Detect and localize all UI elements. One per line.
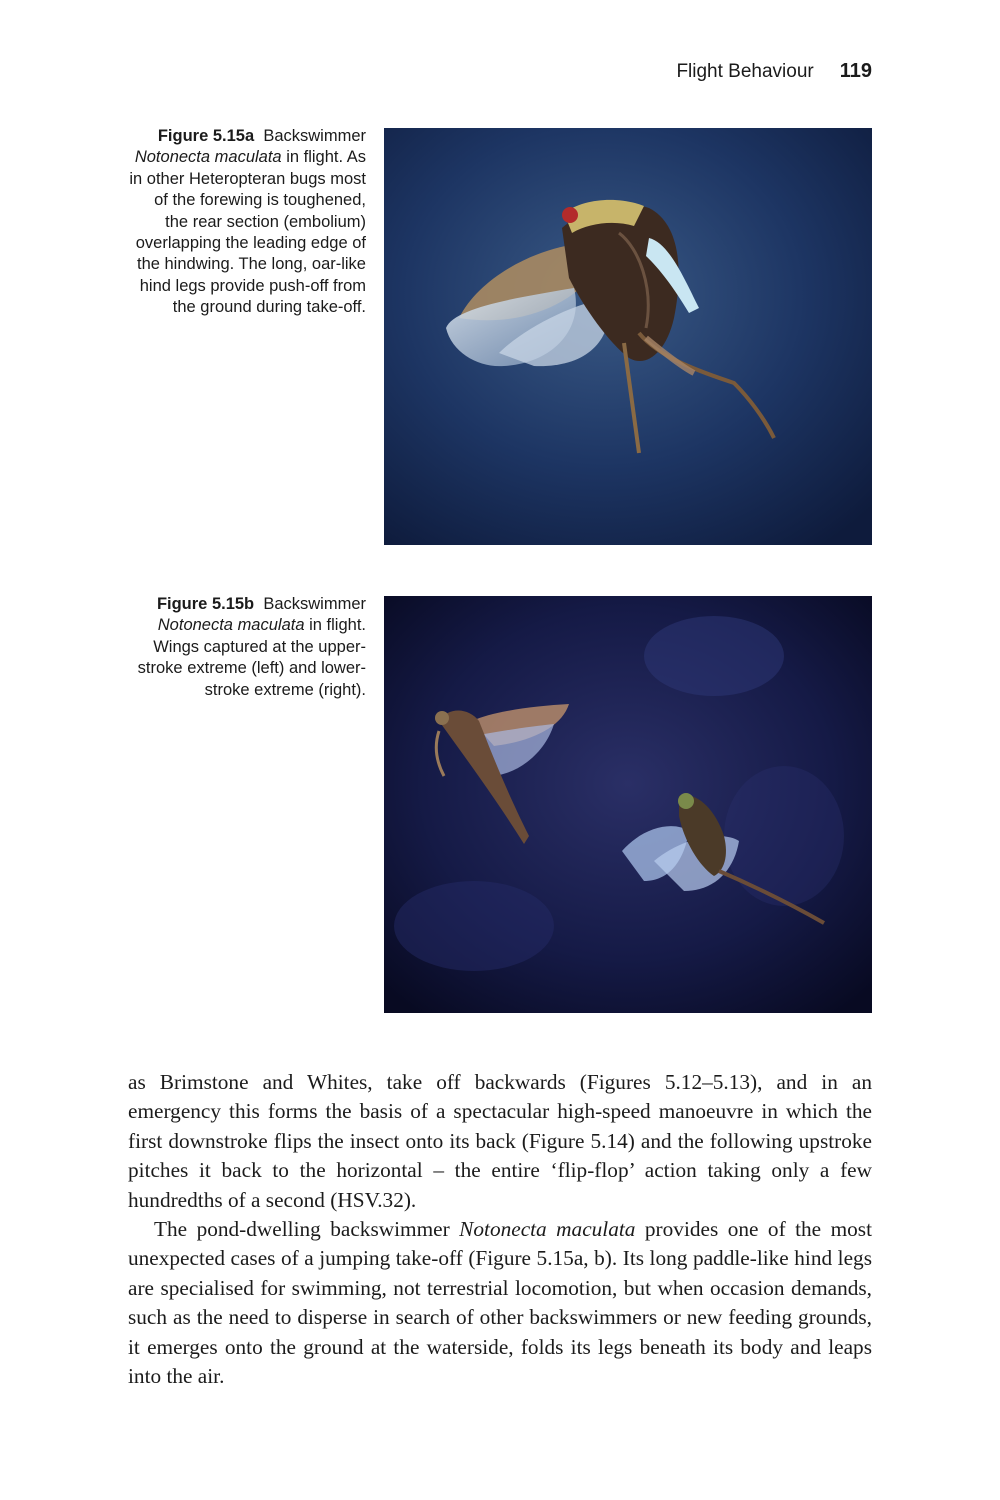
figure-5-15b-photo [384, 596, 872, 1013]
body-text [128, 1068, 872, 1391]
figure-label: Figure 5.15a [157, 127, 255, 145]
species-name: Notonecta maculata [157, 616, 305, 635]
caption-text: Backswimmer [263, 595, 366, 613]
species-name: Notonecta maculata [459, 1217, 636, 1242]
running-head-title: Flight Behaviour [676, 61, 814, 82]
paragraph-text: provides one of the most unexpected cases of a jumping take-off (Figure 5.15a, b). Its long paddle-like hind legs are specialised for swimming, not terrestrial locomotion, but when occasion demands, such as the need to disperse in search of other backswimmers or new feeding grounds, it emerges onto the ground at the waterside, folds its legs beneath its body and leaps into the air. [128, 1217, 873, 1389]
paragraph [128, 1215, 872, 1391]
figure-label: Figure 5.15b [156, 595, 255, 613]
page-number: 119 [839, 60, 872, 82]
caption-text: in flight. As in other Heteropteran bugs most of the forewing is toughened, the rear section (embolium) overlapping the leading edge of the hindwing. The long, oar-like hind legs provide push-off from the ground during take-off. [129, 148, 366, 317]
species-name: Notonecta maculata [134, 148, 282, 167]
backswimmer-flight-photo-a [384, 128, 872, 545]
caption-text: Backswimmer [263, 127, 366, 145]
caption-text: in flight. Wings captured at the upper-stroke extreme (left) and lower-stroke extreme (right). [137, 616, 366, 699]
backswimmer-flight-photo-b [384, 596, 872, 1013]
figure-5-15a-photo [384, 128, 872, 545]
running-head [676, 60, 872, 83]
figure-5-15b-caption [128, 594, 366, 701]
paragraph: as Brimstone and Whites, take off backwards (Figures 5.12–5.13), and in an emergency this forms the basis of a spectacular high-speed manoeuvre in which the first downstroke flips the insect onto its back (Figure 5.14) and the following upstroke pitches it back to the horizontal – the entire ‘flip-flop’ action taking only a few hundredths of a second (HSV.32). [128, 1070, 872, 1212]
paragraph-text: The pond-dwelling backswimmer [154, 1217, 450, 1242]
figure-5-15a-caption [128, 126, 366, 319]
